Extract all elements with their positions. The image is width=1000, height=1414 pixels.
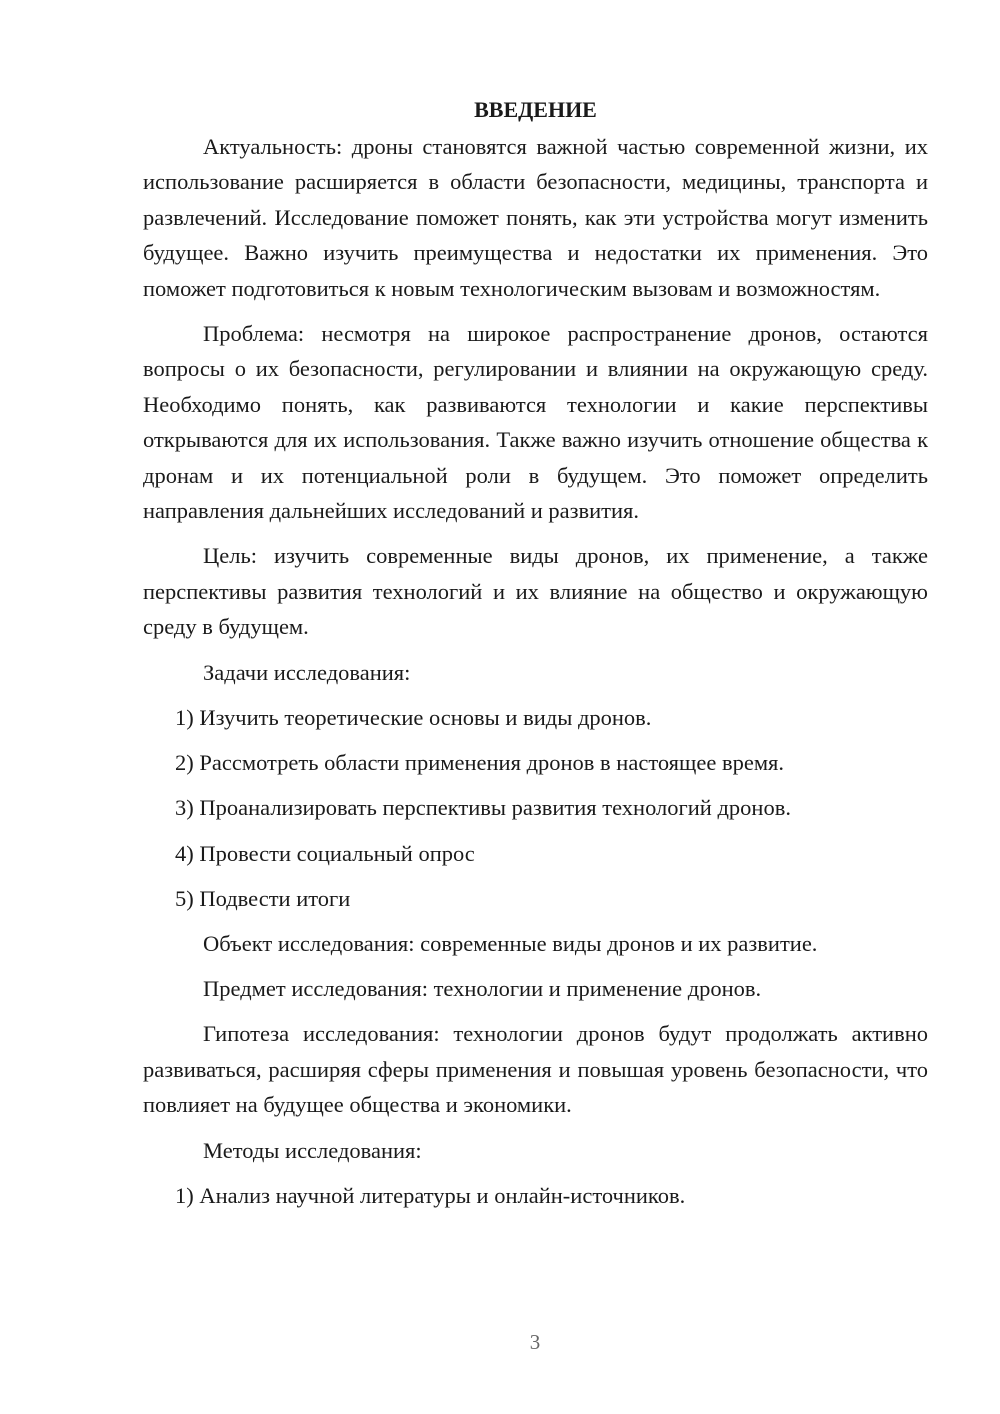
subject-line: Предмет исследования: технологии и применение дронов. <box>203 976 762 1002</box>
page-body <box>143 95 928 1223</box>
relevance-paragraph: Актуальность: дроны становятся важной частью современной жизни, их использование расширяется в области безопасности, медицины, транспорта и развлечений. Исследование поможет понять, как эти устройства могут изменить будущее. Важно изучить преимущества и недостатки их применения. Это поможет подготовиться к новым технологическим вызовам и возможностям. <box>143 134 928 301</box>
methods-label: Методы исследования: <box>203 1137 422 1163</box>
task-item: 3) Проанализировать перспективы развития технологий дронов. <box>175 795 791 821</box>
page-title: ВВЕДЕНИЕ <box>474 97 597 122</box>
task-item: 4) Провести социальный опрос <box>175 840 475 866</box>
method-item: 1) Анализ научной литературы и онлайн-источников. <box>175 1182 686 1208</box>
problem-paragraph: Проблема: несмотря на широкое распространение дронов, остаются вопросы о их безопасности, регулировании и влиянии на окружающую среду. Необходимо понять, как развиваются технологии и какие перспективы открываются для их использования. Также важно изучить отношение общества к дронам и их потенциальной роли в будущем. Это поможет определить направления дальнейших исследований и развития. <box>143 321 928 524</box>
page-number: 3 <box>529 1330 541 1354</box>
task-item: 1) Изучить теоретические основы и виды дронов. <box>175 704 652 730</box>
hypothesis-paragraph: Гипотеза исследования: технологии дронов будут продолжать активно развиваться, расширяя сферы применения и повышая уровень безопасности, что повлияет на будущее общества и экономики. <box>143 1021 928 1118</box>
object-line: Объект исследования: современные виды дронов и их развитие. <box>203 930 818 956</box>
goal-paragraph: Цель: изучить современные виды дронов, их применение, а также перспективы развития технологий и их влияние на общество и окружающую среду в будущем. <box>143 543 928 640</box>
tasks-label: Задачи исследования: <box>203 659 411 685</box>
task-item: 2) Рассмотреть области применения дронов в настоящее время. <box>175 750 785 776</box>
task-item: 5) Подвести итоги <box>175 885 351 911</box>
